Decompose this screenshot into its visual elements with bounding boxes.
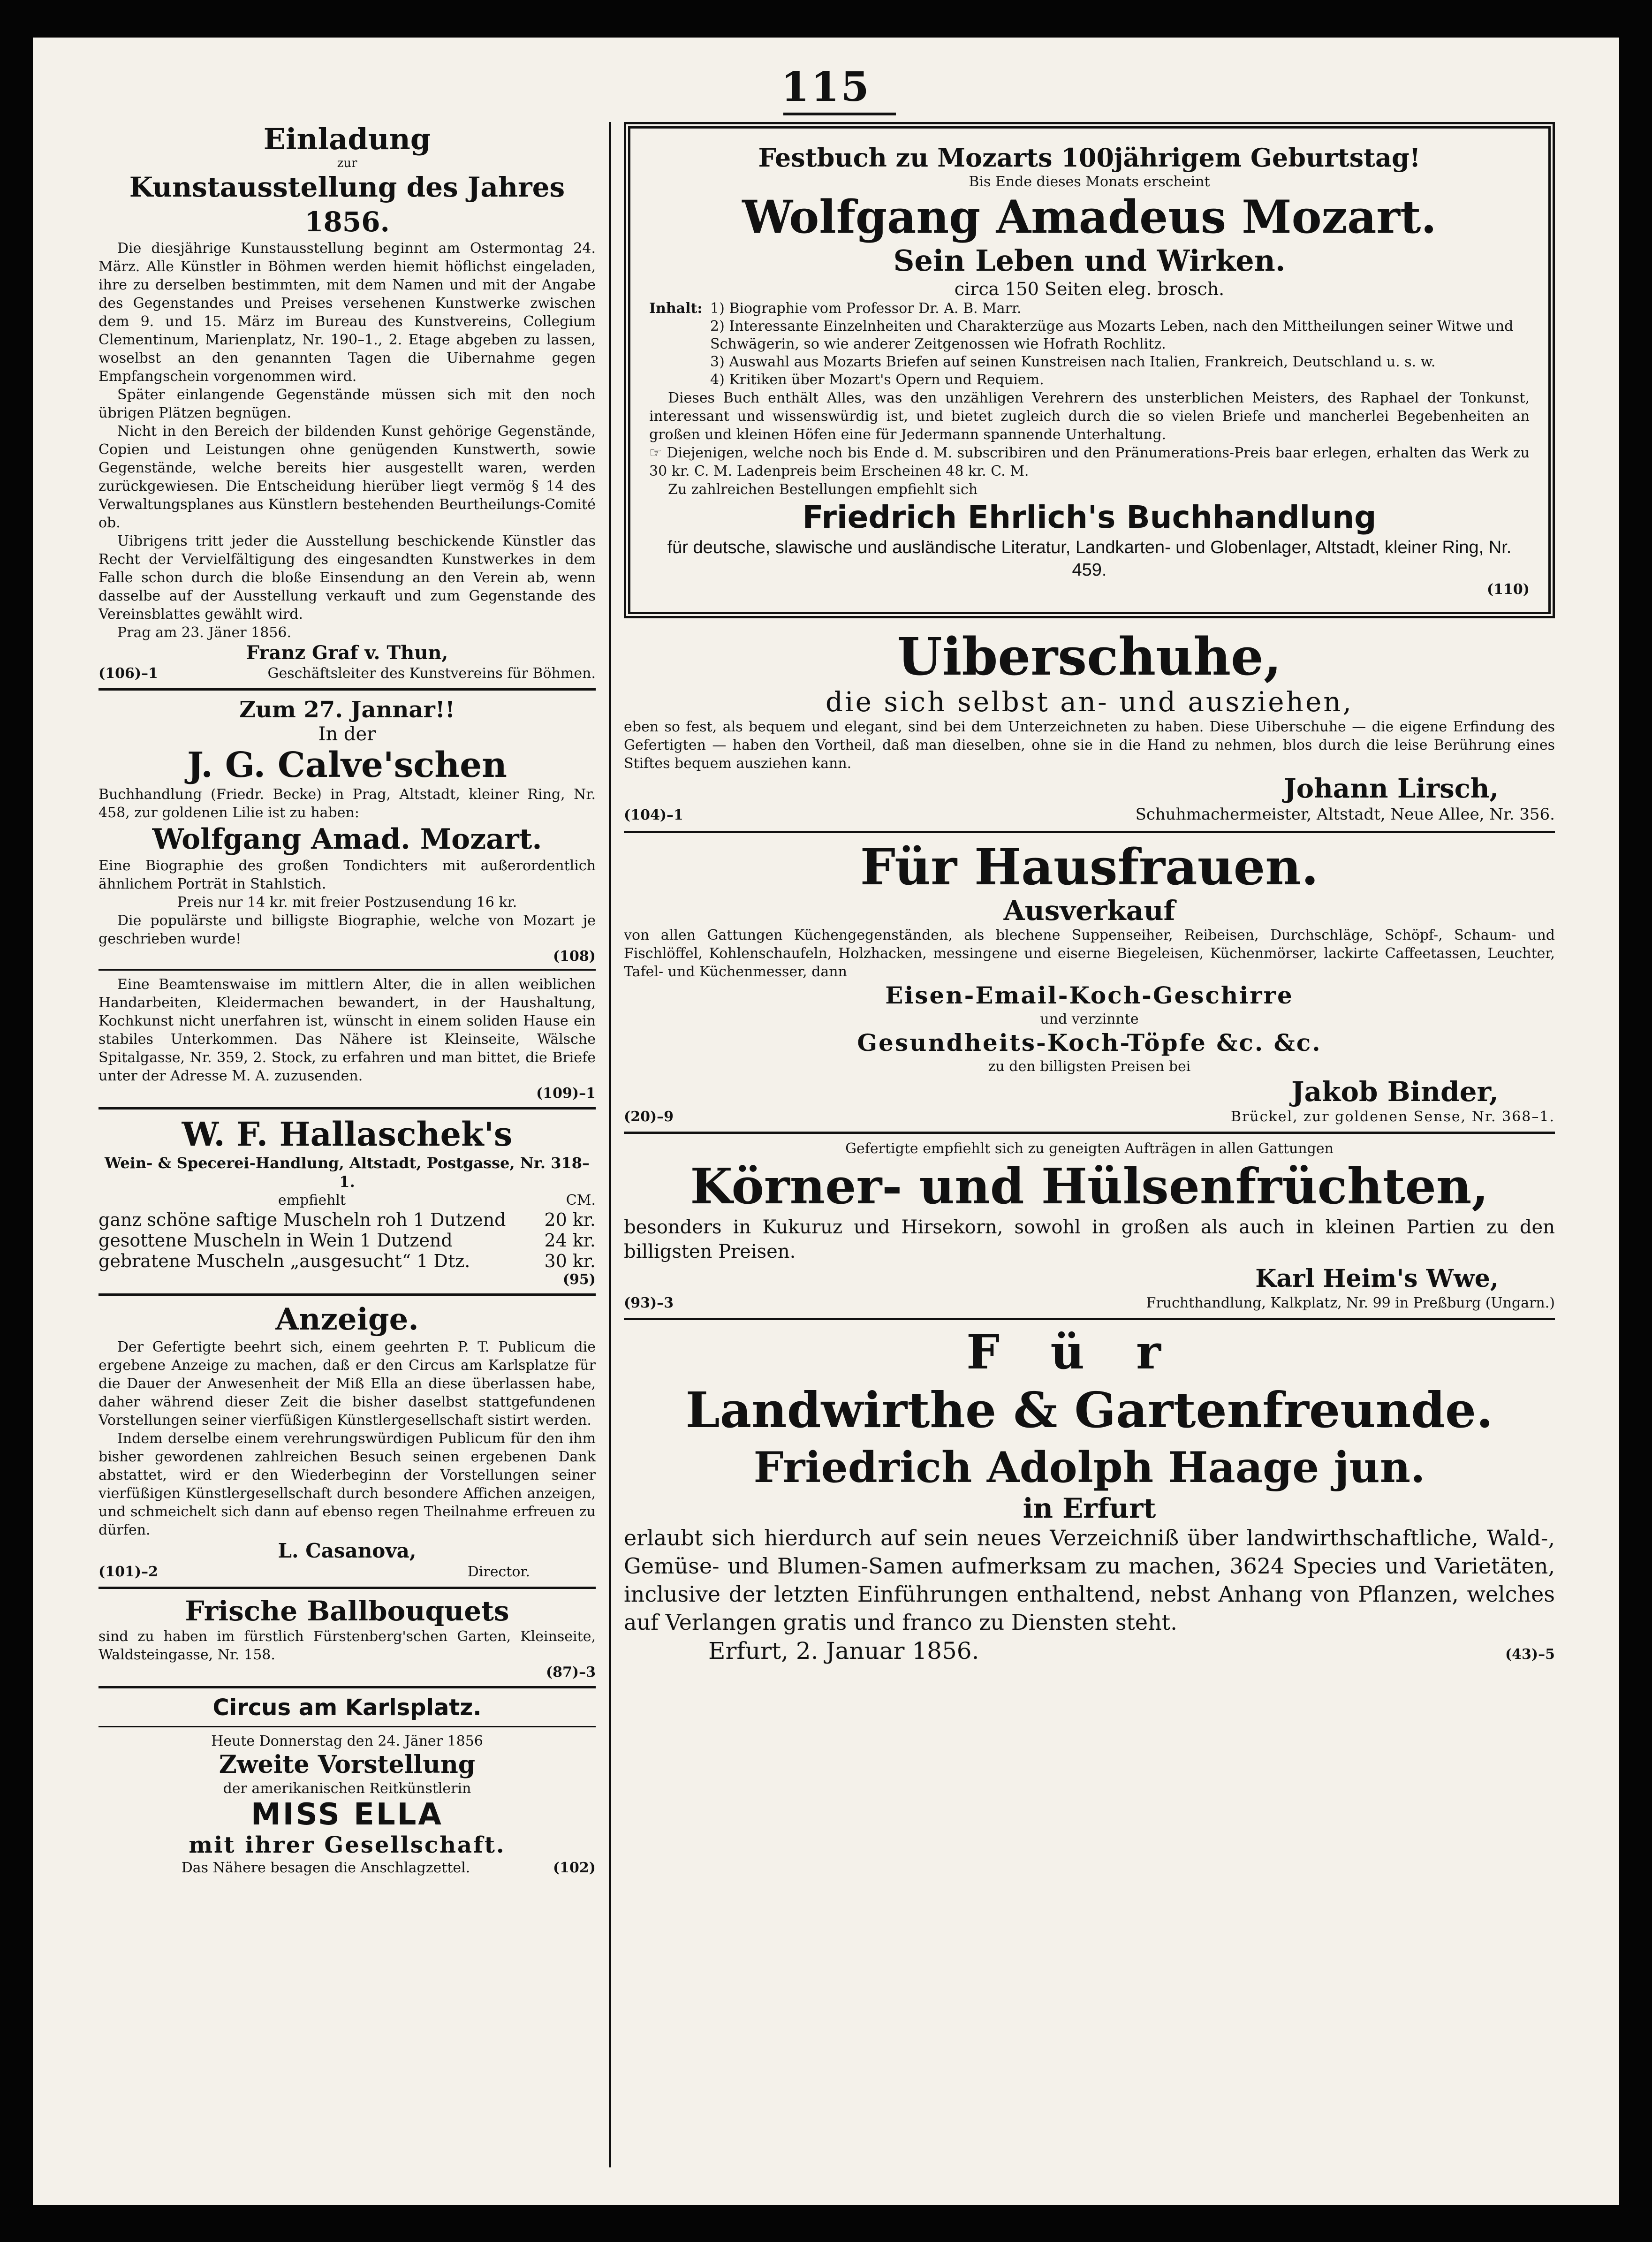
hallaschek-title: W. F. Hallaschek's bbox=[182, 1115, 513, 1154]
festbuch-ad bbox=[624, 122, 1555, 618]
waise-ref: (109)–1 bbox=[536, 1085, 596, 1102]
circus-date: Heute Donnerstag den 24. Jäner 1856 bbox=[211, 1733, 483, 1749]
left-column bbox=[99, 122, 596, 2177]
calve-book: Wolfgang Amad. Mozart. bbox=[152, 823, 542, 856]
uiberschuhe-sub: die sich selbst an- und ausziehen, bbox=[825, 686, 1354, 718]
content-item: 3) Auswahl aus Mozarts Briefen auf seinen Kunstreisen nach Italien, Frankreich, Deutschland u. s. w. bbox=[710, 354, 1436, 370]
hausfrauen-ad bbox=[624, 839, 1555, 1126]
circus-of: der amerikanischen Reitkünstlerin bbox=[223, 1780, 471, 1797]
right-column bbox=[624, 122, 1555, 2177]
hausfrauen-sub: Ausverkauf bbox=[1003, 895, 1175, 927]
festbuch-p2: ☞ Diejenigen, welche noch bis Ende d. M. subscribiren und den Pränumerations-Preis baar erlegen, erhalten das Werk zu 30 kr. C. M. Ladenpreis beim Erscheinen 48 kr. C. M. bbox=[649, 445, 1530, 479]
ballbouquets-title: Frische Ballbouquets bbox=[185, 1595, 509, 1627]
calve-firm: J. G. Calve'schen bbox=[187, 745, 507, 785]
einladung-subtitle: Kunstausstellung des Jahres 1856. bbox=[129, 171, 565, 238]
haage-ad bbox=[624, 1326, 1555, 1665]
ballbouquets-ad bbox=[99, 1595, 596, 1680]
hausfrauen-text: von allen Gattungen Küchengegenständen, als blechene Suppenseiher, Reibeisen, Durchschläge, Schöpf-, Schaum- und Fischlöffel, Kohlenschaufeln, Holzhacken, messingene und eiserne Biegeleisen, Küchenmörser, lackirte Caffeetassen, Leuchter, Tafel- und Küchenmesser, dann bbox=[624, 927, 1555, 980]
koerner-title: Körner- und Hülsenfrüchten, bbox=[690, 1157, 1489, 1215]
calve-p1: Buchhandlung (Friedr. Becke) in Prag, Altstadt, kleiner Ring, Nr. 458, zur goldenen Lilie ist zu haben: bbox=[99, 786, 596, 821]
calve-p2: Eine Biographie des großen Tondichters mit außerordentlich ähnlichem Porträt in Stahlstich. bbox=[99, 858, 596, 892]
haage-date: Erfurt, 2. Januar 1856. bbox=[708, 1637, 979, 1664]
anzeige-ad bbox=[99, 1301, 596, 1581]
festbuch-title: Festbuch zu Mozarts 100jährigem Geburtstag! bbox=[758, 143, 1421, 173]
hallaschek-ad bbox=[99, 1115, 596, 1288]
ballbouquets-text: sind zu haben im fürstlich Fürstenberg'schen Garten, Kleinseite, Waldsteingasse, Nr. 158. bbox=[99, 1628, 596, 1663]
circus-title: Circus am Karlsplatz. bbox=[212, 1695, 482, 1721]
uiberschuhe-signer: Johann Lirsch, bbox=[1284, 773, 1499, 804]
koerner-ad bbox=[624, 1140, 1555, 1312]
newspaper-page bbox=[33, 38, 1619, 2205]
hallaschek-empfiehlt: empfiehlt bbox=[278, 1192, 346, 1208]
divider bbox=[99, 1293, 596, 1296]
uiberschuhe-text: eben so fest, als bequem und elegant, sind bei dem Unterzeichneten zu haben. Diese Uiberschuhe — die eigene Erfindung des Gefertigten — haben den Vortheil, daß man dieselben, ohne sie in die Hand zu nehmen, blos durch die leise Berührung eines Stiftes bequem ausziehen kann. bbox=[624, 719, 1555, 772]
uiberschuhe-title: Uiberschuhe, bbox=[897, 626, 1282, 687]
anzeige-signer: L. Casanova, bbox=[278, 1539, 417, 1562]
einladung-p2: Später einlangende Gegenstände müssen sich mit den noch übrigen Plätzen begnügen. bbox=[99, 387, 596, 421]
price-item-price: 30 kr. bbox=[544, 1251, 596, 1271]
festbuch-sub: Sein Leben und Wirken. bbox=[893, 243, 1286, 278]
price-row bbox=[99, 1209, 596, 1230]
einladung-zur: zur bbox=[337, 156, 357, 170]
haage-firm: Friedrich Adolph Haage jun. bbox=[753, 1443, 1425, 1492]
divider bbox=[624, 1318, 1555, 1320]
koerner-ref: (93)–3 bbox=[624, 1295, 674, 1311]
festbuch-shop: Friedrich Ehrlich's Buchhandlung bbox=[802, 499, 1377, 535]
circus-ref: (102) bbox=[553, 1860, 596, 1876]
haage-fuer: Für bbox=[966, 1324, 1212, 1380]
hausfrauen-prices: zu den billigsten Preisen bei bbox=[988, 1058, 1191, 1075]
column-rule bbox=[609, 122, 611, 2167]
waise-ad bbox=[99, 975, 596, 1102]
calve-p3: Die populärste und billigste Biographie, welche von Mozart je geschrieben wurde! bbox=[99, 912, 596, 947]
content-item: 2) Interessante Einzelnheiten und Charakterzüge aus Mozarts Leben, nach den Mittheilungen seiner Witwe und Schwägerin, so wie anderer Zeitgenossen wie Hofrath Rochlitz. bbox=[710, 318, 1514, 352]
price-item-name: gebratene Muscheln „ausgesucht“ 1 Dtz. bbox=[99, 1251, 470, 1271]
hausfrauen-item1: Eisen-Email-Koch-Geschirre bbox=[885, 981, 1294, 1009]
festbuch-contents bbox=[710, 300, 1530, 389]
calve-title: Zum 27. Jannar!! bbox=[239, 697, 455, 723]
einladung-signer: Franz Graf v. Thun, bbox=[246, 642, 448, 664]
price-row bbox=[99, 1230, 596, 1251]
divider bbox=[99, 1726, 596, 1727]
price-row bbox=[99, 1251, 596, 1271]
festbuch-shop-sub: für deutsche, slawische und ausländische Literatur, Landkarten- und Globenlager, Altstadt, kleiner Ring, Nr. 459. bbox=[667, 538, 1512, 580]
einladung-title: Einladung bbox=[263, 122, 431, 156]
uiberschuhe-ad bbox=[624, 628, 1555, 825]
anzeige-title: Anzeige. bbox=[275, 1302, 419, 1337]
uiberschuhe-ref: (104)–1 bbox=[624, 807, 683, 823]
hausfrauen-title: Für Hausfrauen. bbox=[860, 837, 1319, 896]
haage-ref: (43)–5 bbox=[1505, 1646, 1555, 1663]
divider bbox=[624, 1132, 1555, 1134]
hallaschek-price-list bbox=[99, 1209, 596, 1271]
einladung-ad bbox=[99, 122, 596, 683]
divider bbox=[99, 1686, 596, 1688]
hallaschek-ref: (95) bbox=[562, 1271, 596, 1288]
calve-mozart-ad bbox=[99, 696, 596, 965]
festbuch-name: Wolfgang Amadeus Mozart. bbox=[742, 190, 1437, 243]
festbuch-p3: Zu zahlreichen Bestellungen empfiehlt sich bbox=[668, 481, 978, 498]
haage-place: in Erfurt bbox=[1023, 1492, 1156, 1524]
einladung-p3: Nicht in den Bereich der bildenden Kunst gehörige Gegenstände, Copien und Leistungen ohne genügenden Kunstwerth, sowie Gegenstände, welche bereits hier ausgestellt waren, werden zurückgewiesen. Die Entscheidung hierüber liegt vermög § 14 des Verwaltungsplanes aus Künstlern bestehenden Beurtheilungs-Comité ob. bbox=[99, 423, 596, 531]
divider bbox=[99, 688, 596, 691]
price-item-price: 20 kr. bbox=[544, 1209, 596, 1230]
festbuch-pages: circa 150 Seiten eleg. brosch. bbox=[954, 279, 1225, 299]
calve-price: Preis nur 14 kr. mit freier Postzusendung 16 kr. bbox=[177, 894, 517, 911]
anzeige-signer-title: Director. bbox=[467, 1564, 530, 1580]
divider bbox=[99, 969, 596, 971]
einladung-ref: (106)–1 bbox=[99, 665, 158, 682]
waise-text: Eine Beamtenswaise im mittlern Alter, die in allen weiblichen Handarbeiten, Kleidermachen bewandert, in der Haushaltung, Kochkunst nicht unerfahren ist, wünscht in einem soliden Hause ein stabiles Unterkommen. Das Nähere ist Kleinseite, Wälsche Spitalgasse, Nr. 359, 2. Stock, zu erfahren und man bittet, die Briefe unter der Adresse M. A. zuzusenden. bbox=[99, 976, 596, 1084]
koerner-signer-title: Fruchthandlung, Kalkplatz, Nr. 99 in Preßburg (Ungarn.) bbox=[1146, 1295, 1555, 1311]
hausfrauen-signer: Jakob Binder, bbox=[1291, 1076, 1499, 1108]
hallaschek-subtitle: Wein- & Specerei-Handlung, Altstadt, Postgasse, Nr. 318–1. bbox=[105, 1154, 590, 1191]
circus-note: Das Nähere besagen die Anschlagzettel. bbox=[181, 1860, 470, 1876]
circus-ad bbox=[99, 1694, 596, 1877]
einladung-p4: Uibrigens tritt jeder die Ausstellung beschickende Künstler das Recht der Vervielfältigung des eingesandten Kunstwerkes in dem Falle schon durch die bloße Einsendung an den Verein ab, wenn dasselbe auf der Ausstellung verkauft und zum Gegenstande des Vereinsblattes gewählt wird. bbox=[99, 533, 596, 623]
einladung-date: Prag am 23. Jäner 1856. bbox=[117, 624, 292, 641]
circus-show: Zweite Vorstellung bbox=[219, 1750, 476, 1779]
einladung-p1: Die diesjährige Kunstausstellung beginnt am Ostermontag 24. März. Alle Künstler in Böhmen werden hiemit höflichst eingeladen, ihre zu derselben bestimmten, mit dem Namen und mit der Angabe des Gegenstandes und Preises versehenen Kunstwerke zwischen dem 9. und 15. März im Bureau des Kunstvereins, Collegium Clementinum, Marienplatz, Nr. 190–1., 2. Etage abgeben zu lassen, woselbst an den genannten Tagen die Uibernahme gegen Empfangschein vorgenommen wird. bbox=[99, 240, 596, 385]
page-number-rule bbox=[783, 113, 896, 115]
divider bbox=[624, 831, 1555, 833]
hausfrauen-signer-title: Brückel, zur goldenen Sense, Nr. 368–1. bbox=[1231, 1109, 1555, 1125]
divider bbox=[99, 1587, 596, 1589]
haage-text: erlaubt sich hierdurch auf sein neues Verzeichniß über landwirthschaftliche, Wald-, Gemüse- und Blumen-Samen aufmerksam zu machen, 3624 Species und Varietäten, inclusive der letzten Einführungen enthaltend, nebst Anhang von Pflanzen, welches auf Verlangen gratis und franco zu Diensten steht. bbox=[624, 1525, 1555, 1635]
hausfrauen-item2: Gesundheits-Koch-Töpfe &c. &c. bbox=[857, 1029, 1322, 1056]
festbuch-p1: Dieses Buch enthält Alles, was den unzähligen Verehrern des unsterblichen Meisters, des Raphael der Tonkunst, interessant und wissenswürdig ist, und bietet zugleich durch die so vielen Briefe und mancherlei Begebenheiten an großen und kleinen Höfen eine für Jedermann spannende Unterhaltung. bbox=[649, 390, 1530, 443]
ballbouquets-ref: (87)–3 bbox=[546, 1664, 596, 1680]
price-item-price: 24 kr. bbox=[544, 1230, 596, 1251]
anzeige-p1: Der Gefertigte beehrt sich, einem geehrten P. T. Publicum die ergebene Anzeige zu machen, daß er den Circus am Karlsplatze für die Dauer der Anwesenheit der Miß Ella an diese überlassen habe, daher während dieser Zeit die bisher daselbst stattgefundenen Vorstellungen seiner vierfüßigen Künstlergesellschaft sistirt werden. bbox=[99, 1339, 596, 1429]
koerner-signer: Karl Heim's Wwe, bbox=[1255, 1264, 1499, 1293]
page-number: 115 bbox=[781, 63, 871, 111]
hausfrauen-ref: (20)–9 bbox=[624, 1109, 674, 1125]
divider bbox=[99, 1107, 596, 1110]
circus-with: mit ihrer Gesellschaft. bbox=[189, 1832, 506, 1858]
festbuch-inhalt-label: Inhalt: bbox=[649, 300, 703, 317]
koerner-pre: Gefertigte empfiehlt sich zu geneigten Aufträgen in allen Gattungen bbox=[845, 1140, 1334, 1157]
hallaschek-currency: CM. bbox=[566, 1192, 596, 1208]
einladung-signer-title: Geschäftsleiter des Kunstvereins für Böhmen. bbox=[267, 665, 596, 682]
festbuch-pre: Bis Ende dieses Monats erscheint bbox=[969, 174, 1210, 190]
content-item: 1) Biographie vom Professor Dr. A. B. Marr. bbox=[710, 300, 1022, 317]
koerner-text: besonders in Kukuruz und Hirsekorn, sowohl in großen als auch in kleinen Partien zu den billigsten Preisen. bbox=[624, 1216, 1555, 1262]
uiberschuhe-signer-title: Schuhmachermeister, Altstadt, Neue Allee, Nr. 356. bbox=[1135, 805, 1555, 824]
anzeige-p2: Indem derselbe einem verehrungswürdigen Publicum für den ihm bisher gewordenen zahlreichen Besuch seinen ergebenen Dank abstattet, wird er den Wiederbeginn der Vorstellungen seiner vierfüßigen Künstlergesellschaft durch besondere Affichen anzeigen, und schmeichelt sich dann auf ebenso regen Theilnahme erfreuen zu dürfen. bbox=[99, 1430, 596, 1538]
circus-name: MISS ELLA bbox=[251, 1797, 443, 1832]
content-item: 4) Kritiken über Mozart's Opern und Requiem. bbox=[710, 372, 1044, 388]
calve-ref: (108) bbox=[553, 948, 596, 965]
anzeige-ref: (101)–2 bbox=[99, 1564, 158, 1580]
price-item-name: ganz schöne saftige Muscheln roh 1 Dutzend bbox=[99, 1209, 506, 1230]
hausfrauen-und: und verzinnte bbox=[1040, 1011, 1139, 1027]
price-item-name: gesottene Muscheln in Wein 1 Dutzend bbox=[99, 1230, 453, 1251]
haage-title: Landwirthe & Gartenfreunde. bbox=[685, 1381, 1493, 1439]
calve-in-der: In der bbox=[318, 723, 376, 745]
festbuch-ref: (110) bbox=[1486, 581, 1530, 598]
